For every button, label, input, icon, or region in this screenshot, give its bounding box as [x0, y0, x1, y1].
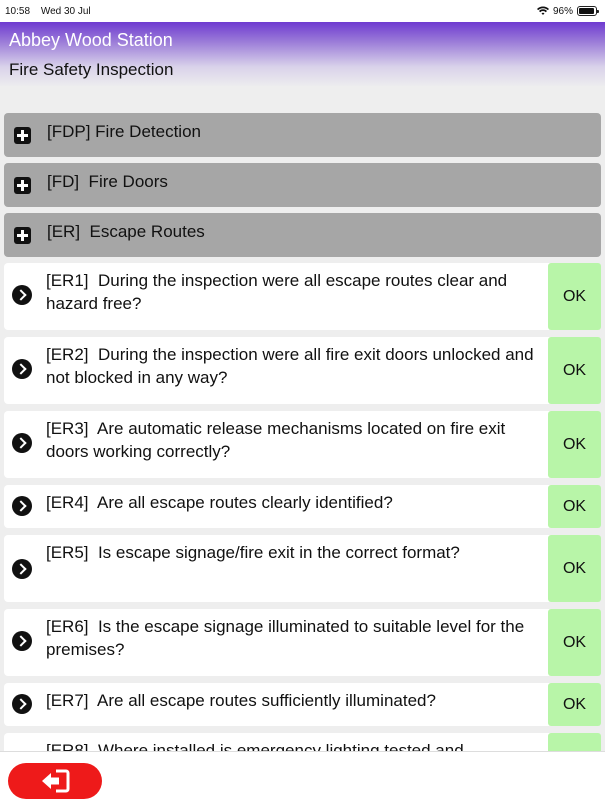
ok-button[interactable]: OK	[548, 337, 601, 404]
question-er5[interactable]	[4, 535, 601, 602]
question-er6[interactable]	[4, 609, 601, 676]
section-fire-doors[interactable]	[4, 163, 601, 207]
section-label: [ER] Escape Routes	[47, 222, 205, 241]
chevron-right-circle-icon[interactable]	[12, 433, 32, 453]
battery-fill	[579, 8, 594, 14]
station-name: Abbey Wood Station	[9, 30, 173, 50]
section-label: [FDP] Fire Detection	[47, 122, 201, 141]
exit-button[interactable]	[8, 763, 102, 799]
question-er4[interactable]	[4, 485, 601, 528]
inspection-list[interactable]	[0, 113, 605, 751]
question-text: [ER4] Are all escape routes clearly identified?	[46, 493, 393, 512]
status-bar	[0, 0, 605, 22]
ok-button[interactable]: OK	[548, 485, 601, 528]
page-title: Fire Safety Inspection	[9, 60, 174, 79]
question-text: [ER7] Are all escape routes sufficiently illuminated?	[46, 691, 436, 710]
chevron-right-circle-icon[interactable]	[12, 285, 32, 305]
section-fire-detection[interactable]	[4, 113, 601, 157]
question-er1[interactable]	[4, 263, 601, 330]
ok-button[interactable]: OK	[548, 535, 601, 602]
chevron-right-circle-icon[interactable]	[12, 631, 32, 651]
question-text: [ER5] Is escape signage/fire exit in the correct format?	[46, 543, 460, 562]
question-er7[interactable]	[4, 683, 601, 726]
plus-square-icon[interactable]	[14, 227, 31, 244]
status-right	[537, 6, 597, 17]
wifi-icon	[537, 6, 549, 16]
section-label: [FD] Fire Doors	[47, 172, 168, 191]
chevron-right-circle-icon[interactable]	[12, 496, 32, 516]
sign-out-icon	[40, 769, 70, 793]
question-er2[interactable]	[4, 337, 601, 404]
header	[0, 22, 605, 86]
chevron-right-circle-icon[interactable]	[12, 559, 32, 579]
status-time: 10:58	[5, 5, 31, 17]
question-text: [ER2] During the inspection were all fire exit doors unlocked and not blocked in any way?	[46, 345, 539, 387]
ok-button[interactable]: OK	[548, 609, 601, 676]
section-escape-routes[interactable]	[4, 213, 601, 257]
chevron-right-circle-icon[interactable]	[12, 359, 32, 379]
question-text: [ER6] Is the escape signage illuminated to suitable level for the premises?	[46, 617, 529, 659]
ok-button[interactable]: OK	[548, 683, 601, 726]
plus-square-icon[interactable]	[14, 127, 31, 144]
plus-square-icon[interactable]	[14, 177, 31, 194]
chevron-right-circle-icon[interactable]	[12, 694, 32, 714]
battery-icon	[577, 6, 597, 16]
bottom-bar	[0, 751, 605, 807]
status-left	[5, 6, 99, 17]
battery-percent: 96%	[552, 5, 573, 17]
question-er3[interactable]	[4, 411, 601, 478]
question-text: [ER1] During the inspection were all escape routes clear and hazard free?	[46, 271, 512, 313]
question-text: [ER3] Are automatic release mechanisms located on fire exit doors working correctly?	[46, 419, 510, 461]
ok-button[interactable]: OK	[548, 411, 601, 478]
ok-button[interactable]: OK	[548, 263, 601, 330]
status-date: Wed 30 Jul	[40, 5, 91, 17]
